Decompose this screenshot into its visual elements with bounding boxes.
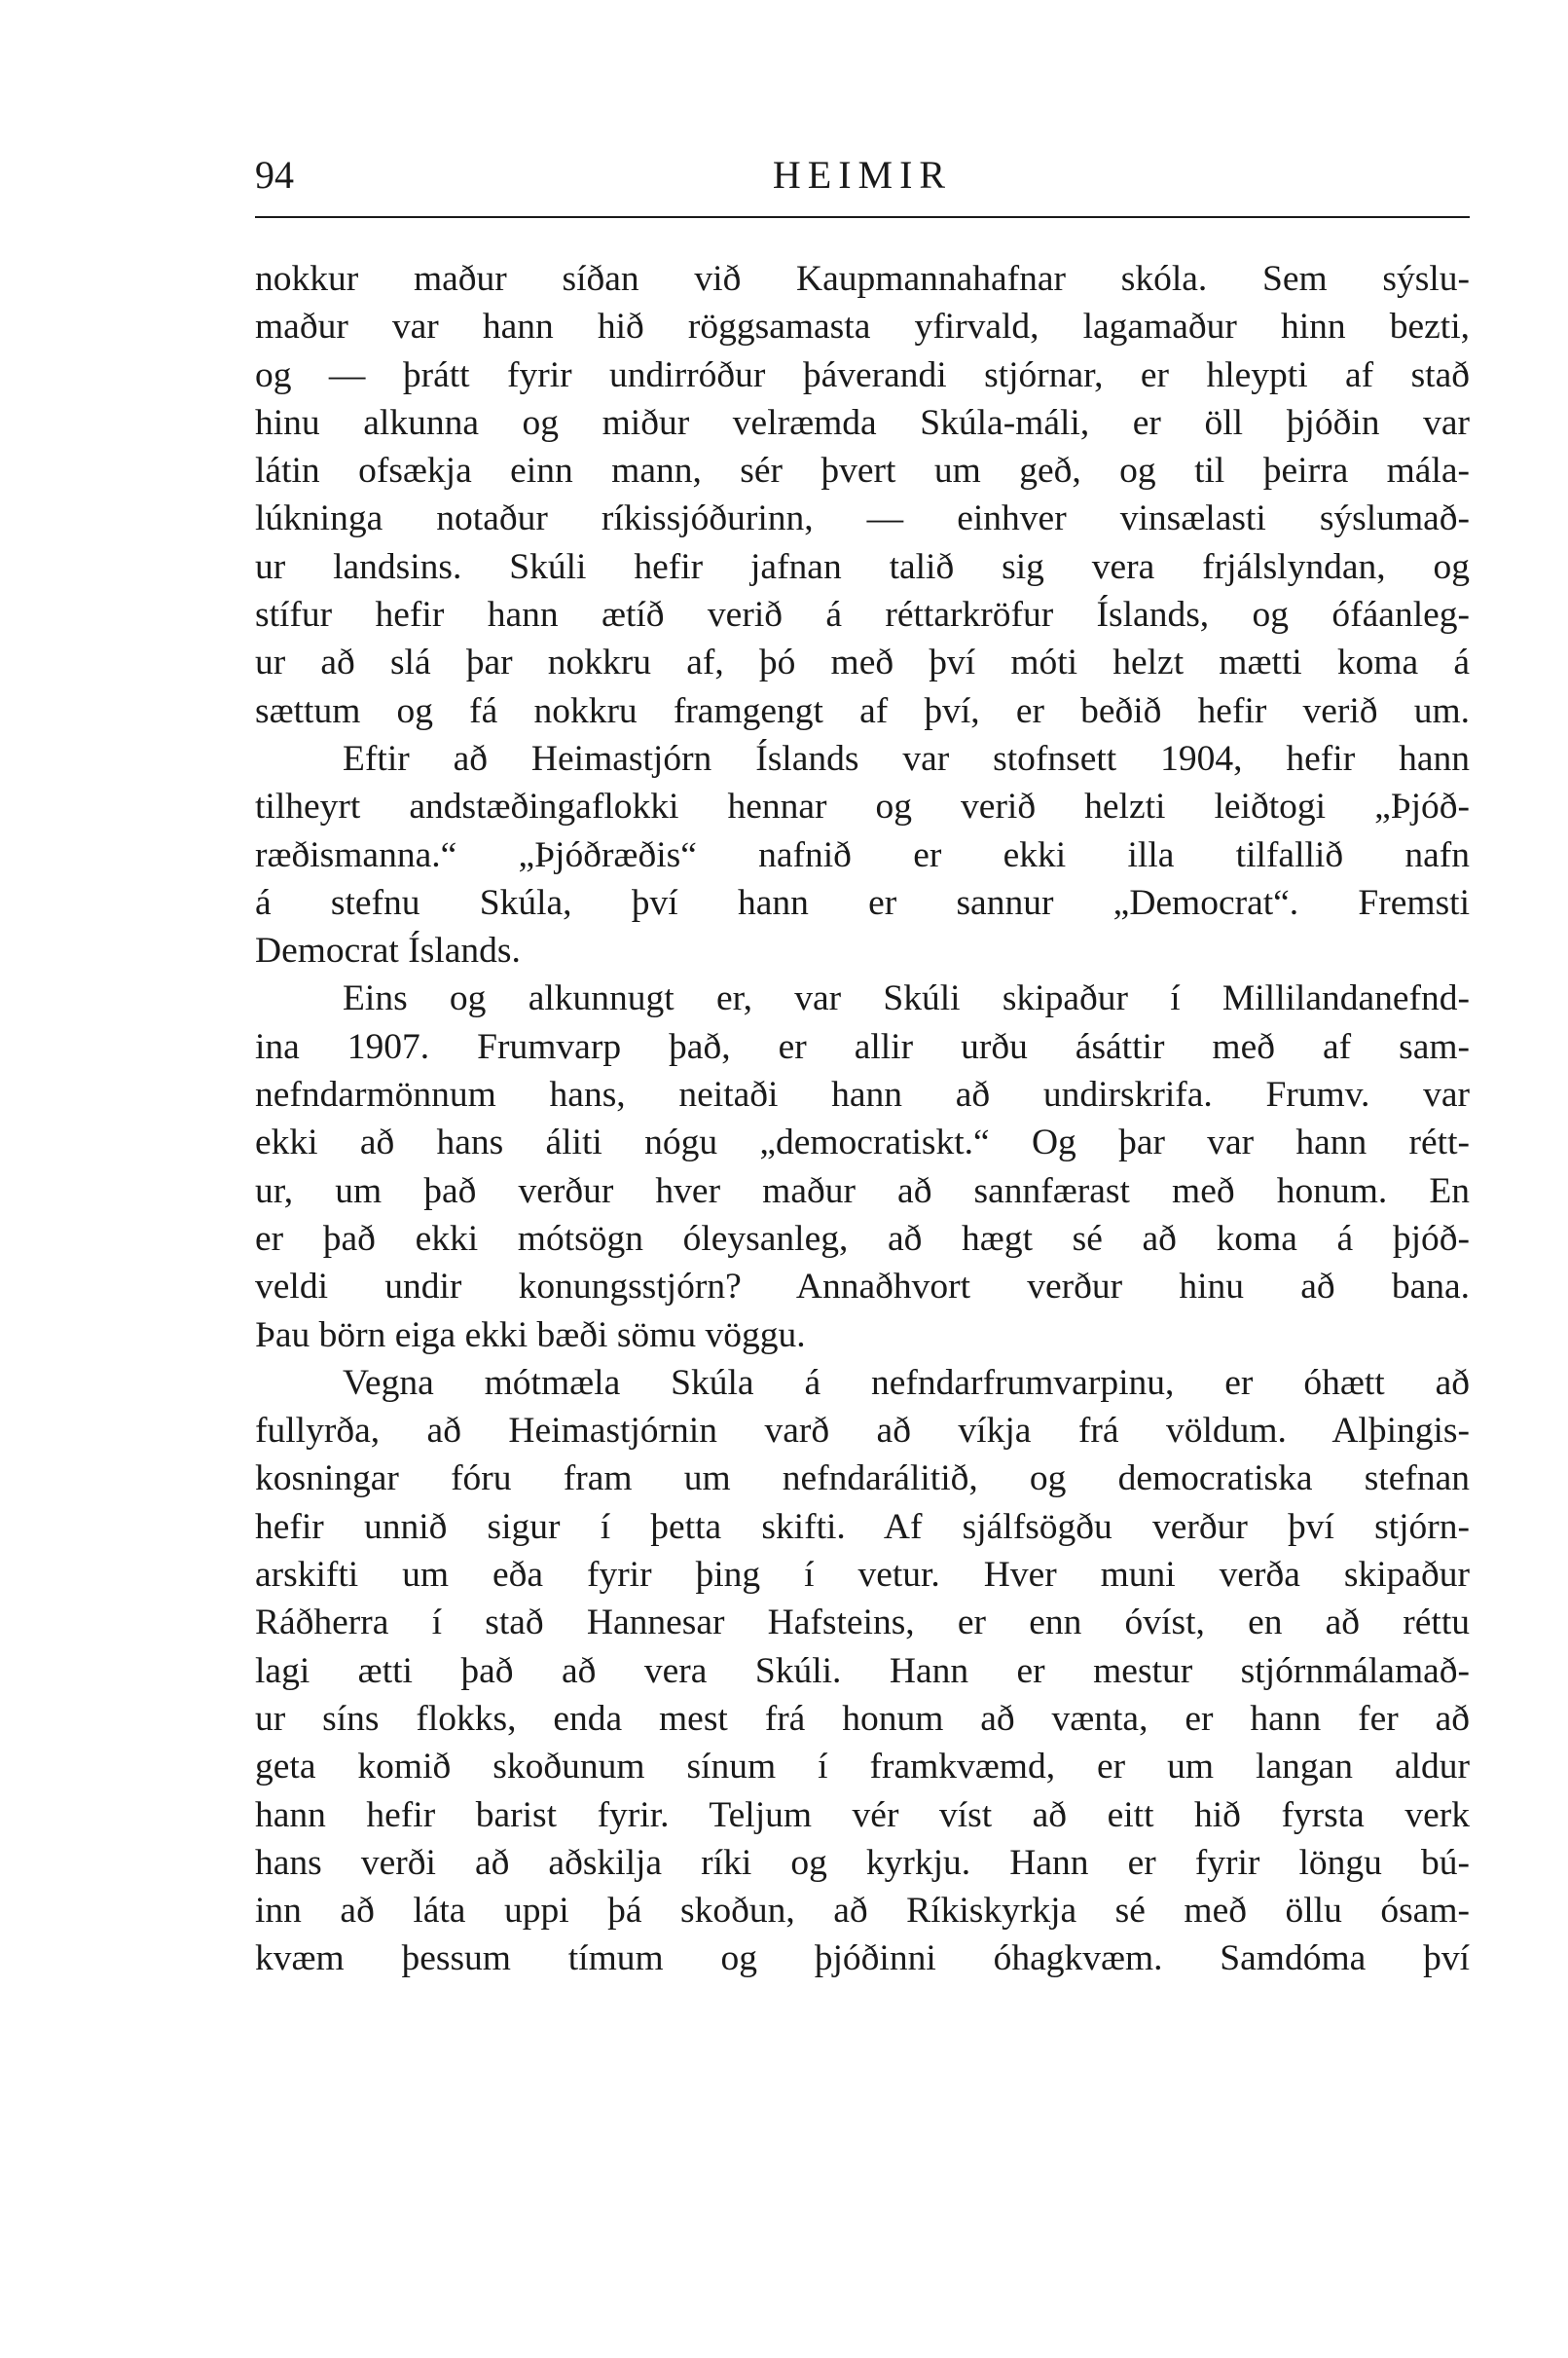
text-line: á stefnu Skúla, því hann er sannur „Democrat“. Fremsti <box>255 882 1470 923</box>
text-line: nefndarmönnum hans, neitaði hann að undirskrifa. Frumv. var <box>255 1075 1470 1116</box>
paragraph-4 <box>255 1359 1470 1983</box>
body-text <box>255 255 1470 1983</box>
text-line: veldi undir konungsstjórn? Annaðhvort verður hinu að bana. <box>255 1267 1470 1308</box>
text-line: látin ofsækja einn mann, sér þvert um geð, og til þeirra mála- <box>255 451 1470 492</box>
text-line: hans verði að aðskilja ríki og kyrkju. Hann er fyrir löngu bú- <box>255 1842 1470 1883</box>
text-line: tilheyrt andstæðingaflokki hennar og verið helzti leiðtogi „Þjóð- <box>255 787 1470 828</box>
text-line: ur síns flokks, enda mest frá honum að vænta, er hann fer að <box>255 1698 1470 1739</box>
paragraph-3 <box>255 975 1470 1358</box>
journal-title: HEIMIR <box>772 153 953 197</box>
text-line: ur að slá þar nokkru af, þó með því móti helzt mætti koma á <box>255 643 1470 683</box>
text-line: lagi ætti það að vera Skúli. Hann er mestur stjórnmálamað- <box>255 1650 1470 1691</box>
text-line: sættum og fá nokkru framgengt af því, er beðið hefir verið um. <box>255 690 1470 731</box>
text-line: Eftir að Heimastjórn Íslands var stofnsett 1904, hefir hann <box>343 738 1470 779</box>
text-line: hinu alkunna og miður velræmda Skúla-máli, er öll þjóðin var <box>255 402 1470 443</box>
paragraph-1 <box>255 255 1470 735</box>
text-line: kvæm þessum tímum og þjóðinni óhagkvæm. Samdóma því <box>255 1938 1470 1979</box>
page-number: 94 <box>255 153 294 197</box>
text-line: lúkninga notaður ríkissjóðurinn, — einhver vinsælasti sýslumað- <box>255 498 1470 539</box>
text-line: Vegna mótmæla Skúla á nefndarfrumvarpinu, er óhætt að <box>343 1362 1470 1403</box>
text-line: inn að láta uppi þá skoðun, að Ríkiskyrkja sé með öllu ósam- <box>255 1891 1470 1932</box>
text-line: arskifti um eða fyrir þing í vetur. Hver muni verða skipaður <box>255 1555 1470 1596</box>
text-line: og — þrátt fyrir undirróður þáverandi stjórnar, er hleypti af stað <box>255 354 1470 395</box>
text-line: hefir unnið sigur í þetta skifti. Af sjálfsögðu verður því stjórn- <box>255 1506 1470 1547</box>
text-line: fullyrða, að Heimastjórnin varð að víkja frá völdum. Alþingis- <box>255 1411 1470 1452</box>
text-line: Eins og alkunnugt er, var Skúli skipaður í Millilandanefnd- <box>343 978 1470 1019</box>
text-line: kosningar fóru fram um nefndarálitið, og democratiska stefnan <box>255 1458 1470 1499</box>
text-line: nokkur maður síðan við Kaupmannahafnar skóla. Sem sýslu- <box>255 259 1470 299</box>
text-line: er það ekki mótsögn óleysanleg, að hægt sé að koma á þjóð- <box>255 1218 1470 1259</box>
header-rule <box>255 216 1470 218</box>
text-line: hann hefir barist fyrir. Teljum vér víst að eitt hið fyrsta verk <box>255 1794 1470 1835</box>
text-line: Þau börn eiga ekki bæði sömu vöggu. <box>255 1314 806 1355</box>
text-line: ina 1907. Frumvarp það, er allir urðu ásáttir með af sam- <box>255 1026 1470 1067</box>
text-line: ur, um það verður hver maður að sannfærast með honum. En <box>255 1170 1470 1211</box>
paragraph-2 <box>255 735 1470 975</box>
text-line: ræðismanna.“ „Þjóðræðis“ nafnið er ekki illa tilfallið nafn <box>255 834 1470 875</box>
text-line: stífur hefir hann ætíð verið á réttarkröfur Íslands, og ófáanleg- <box>255 595 1470 636</box>
text-line: ekki að hans áliti nógu „democratiskt.“ Og þar var hann rétt- <box>255 1123 1470 1163</box>
text-line: Ráðherra í stað Hannesar Hafsteins, er enn óvíst, en að réttu <box>255 1603 1470 1643</box>
text-line: Democrat Íslands. <box>255 931 521 972</box>
running-head <box>255 148 1470 203</box>
text-line: geta komið skoðunum sínum í framkvæmd, er um langan aldur <box>255 1747 1470 1787</box>
text-line: ur landsins. Skúli hefir jafnan talið sig vera frjálslyndan, og <box>255 546 1470 587</box>
text-line: maður var hann hið röggsamasta yfirvald, lagamaður hinn bezti, <box>255 307 1470 348</box>
